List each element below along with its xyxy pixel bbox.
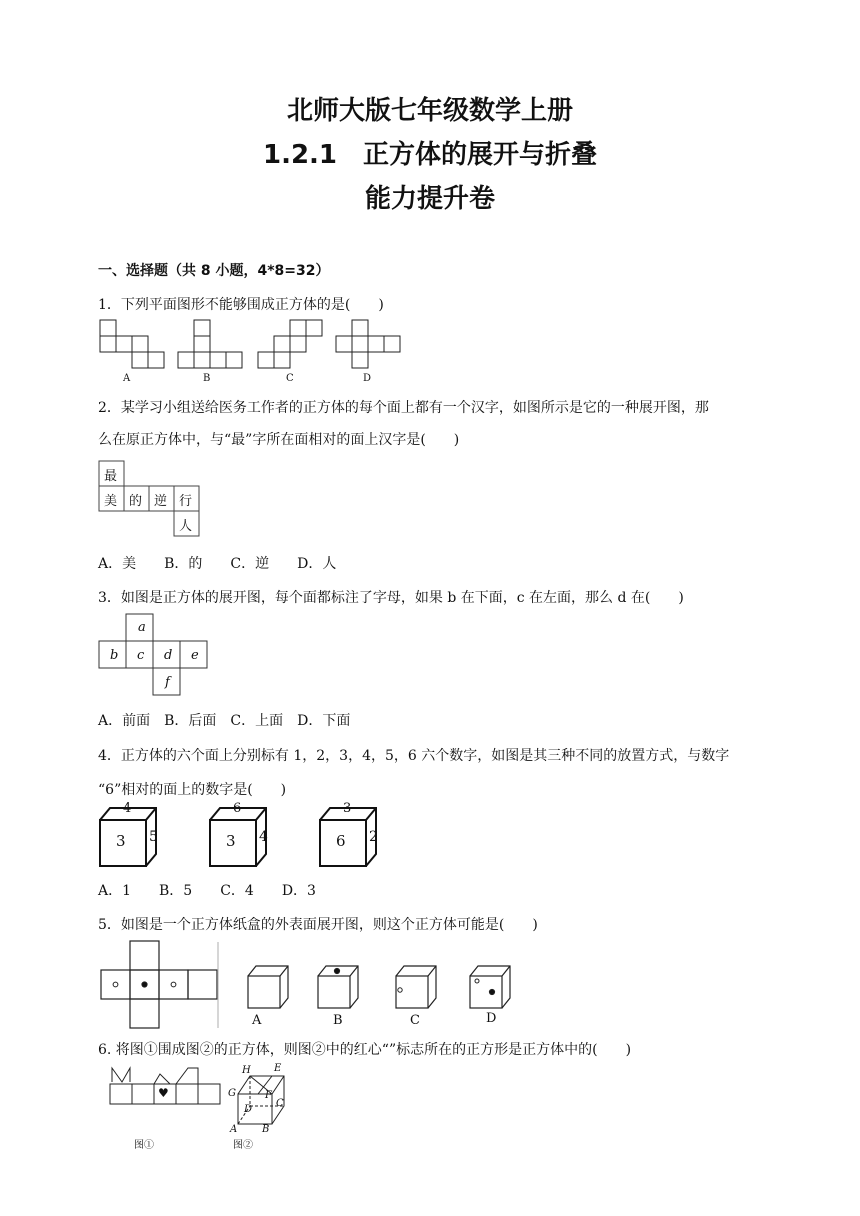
q2-stem-line2: 么在原正方体中，与“最”字所在面相对的面上汉字是( ) bbox=[98, 432, 460, 448]
q5-label-b: B bbox=[333, 1013, 343, 1028]
q4-stem-line2: “6”相对的面上的数字是( ) bbox=[98, 782, 287, 798]
q1-label-d: D bbox=[363, 373, 372, 384]
q1-label-c: C bbox=[286, 373, 294, 384]
q5-stem: 5．如图是一个正方体纸盒的外表面展开图，则这个正方体可能是( ) bbox=[98, 917, 538, 933]
q3-cell-a: a bbox=[138, 620, 146, 635]
heart-icon: ♥ bbox=[158, 1086, 169, 1100]
q2-cell-zui: 最 bbox=[104, 469, 118, 484]
q3-stem: 3．如图是正方体的展开图，每个面都标注了字母，如果 b 在下面，c 在左面，那么 d 在( ) bbox=[98, 590, 684, 606]
q4-cube2-front: 3 bbox=[226, 832, 236, 850]
q2-cell-ni: 逆 bbox=[154, 494, 168, 509]
q2-cell-de: 的 bbox=[129, 494, 143, 509]
q4-cube2-top: 6 bbox=[233, 801, 242, 816]
q6-figure bbox=[100, 1062, 300, 1152]
q3-cell-f: f bbox=[165, 675, 170, 690]
q2-cell-xing: 行 bbox=[179, 494, 193, 509]
q4-cube3-top: 3 bbox=[343, 801, 352, 816]
q6-fig2-caption: 图② bbox=[233, 1140, 253, 1151]
doc-title: 北师大版七年级数学上册 bbox=[286, 96, 573, 126]
q4-cube1-side: 5 bbox=[149, 829, 158, 845]
q4-cube3-side: 2 bbox=[369, 829, 378, 845]
q4-stem-line1: 4．正方体的六个面上分别标有 1，2，3，4，5，6 六个数字，如图是其三种不同的放置方式，与数字 bbox=[98, 748, 730, 764]
q6-vertex-d: D bbox=[244, 1104, 253, 1115]
q6-vertex-a: A bbox=[230, 1124, 238, 1135]
q6-fig1-caption: 图① bbox=[134, 1140, 154, 1151]
q6-vertex-h: H bbox=[242, 1065, 251, 1076]
q1-label-a: A bbox=[123, 373, 131, 384]
q6-stem: 6. 将图①围成图②的正方体，则图②中的红心“”标志所在的正方形是正方体中的( ) bbox=[98, 1042, 632, 1058]
q4-options: A．1 B．5 C．4 D．3 bbox=[98, 883, 316, 899]
doc-subtitle: 1.2.1 正方体的展开与折叠 bbox=[262, 140, 598, 170]
q2-stem-line1: 2．某学习小组送给医务工作者的正方体的每个面上都有一个汉字，如图所示是它的一种展开图，那 bbox=[98, 400, 709, 416]
q5-label-a: A bbox=[252, 1013, 262, 1028]
q4-cube1-top: 4 bbox=[123, 801, 132, 816]
doc-subtitle-2: 能力提升卷 bbox=[364, 184, 495, 214]
q5-figure bbox=[98, 940, 518, 1030]
q4-cube3-front: 6 bbox=[336, 832, 346, 850]
q2-cell-mei: 美 bbox=[104, 494, 118, 509]
q1-label-b: B bbox=[203, 373, 211, 384]
q3-cell-c: c bbox=[137, 648, 145, 663]
section-heading-text: 一、选择题（共 8 小题，4*8=32） bbox=[98, 263, 330, 279]
q4-cubes-figure bbox=[98, 804, 398, 870]
q4-cube1-front: 3 bbox=[116, 832, 126, 850]
q3-cell-d: d bbox=[164, 648, 173, 663]
q4-cube2-side: 4 bbox=[259, 829, 268, 845]
q3-options: A．前面 B．后面 C．上面 D．下面 bbox=[98, 713, 351, 729]
q6-vertex-f: F bbox=[265, 1090, 272, 1101]
q6-vertex-c: C bbox=[276, 1098, 284, 1109]
q3-cell-b: b bbox=[110, 648, 119, 663]
q5-label-d: D bbox=[486, 1011, 497, 1026]
q6-vertex-e: E bbox=[274, 1063, 282, 1074]
q6-vertex-g: G bbox=[228, 1088, 236, 1099]
q2-cell-ren: 人 bbox=[179, 519, 193, 534]
q1-stem: 1．下列平面图形不能够围成正方体的是( ) bbox=[98, 297, 384, 313]
section-heading bbox=[98, 260, 330, 280]
q5-label-c: C bbox=[410, 1013, 420, 1028]
q6-vertex-b: B bbox=[262, 1124, 270, 1135]
q3-cell-e: e bbox=[191, 648, 199, 663]
q2-options: A．美 B．的 C．逆 D．人 bbox=[98, 556, 337, 572]
